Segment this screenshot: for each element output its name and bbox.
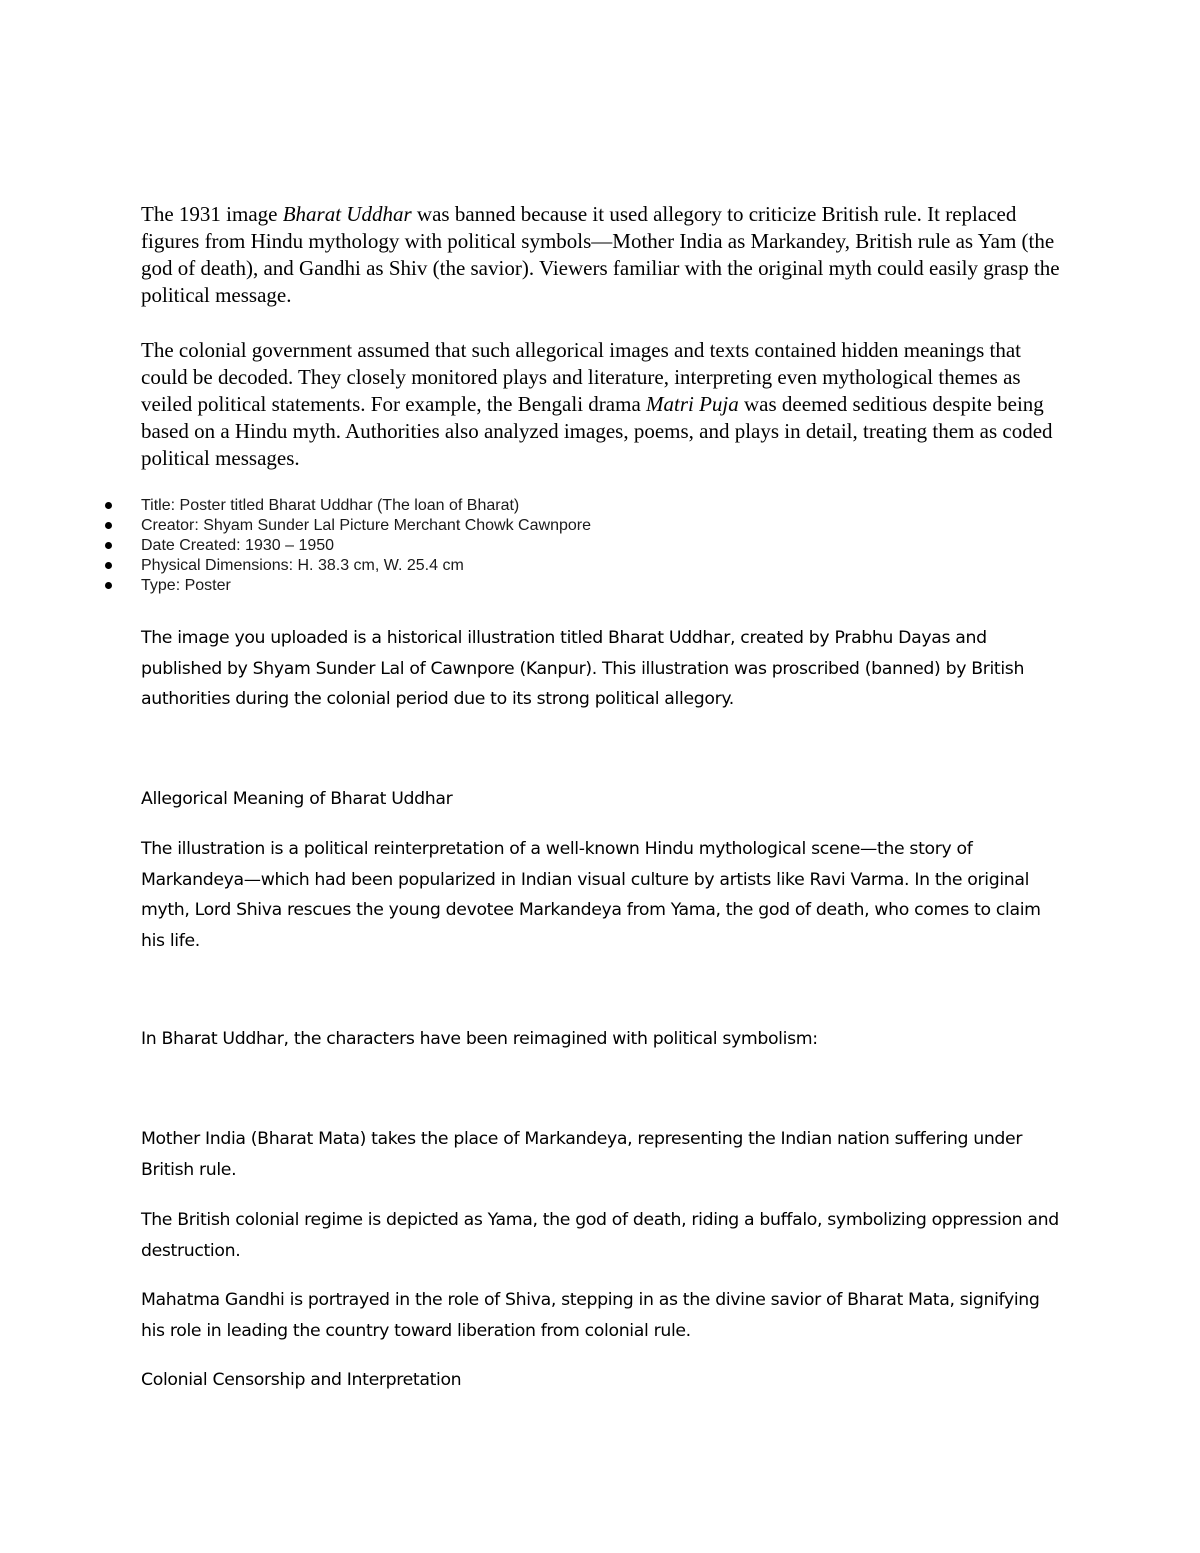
paragraph-reimagined: In Bharat Uddhar, the characters have been reimagined with political symbolism: bbox=[141, 1029, 818, 1049]
p2-text-end: was deemed seditious despite being based on a Hindu myth. Authorities also analyzed images, poems, and plays in detail, treating them as coded political messages. bbox=[141, 392, 1053, 470]
p1-italic-title: Bharat Uddhar bbox=[282, 202, 412, 226]
bullet-item-title bbox=[100, 496, 591, 516]
metadata-bullet-list bbox=[100, 496, 591, 596]
p2-text-start: The colonial government assumed that such allegorical images and texts contained hidden meanings that could be decoded. They closely monitored plays and literature, interpreting even mythological themes as veiled political statements. For example, the Bengali drama bbox=[141, 338, 1021, 416]
bullet-item-creator bbox=[100, 516, 591, 536]
heading-allegorical-meaning: Allegorical Meaning of Bharat Uddhar bbox=[141, 789, 453, 809]
p2-italic-title: Matri Puja bbox=[646, 392, 739, 416]
paragraph-mother-india: Mother India (Bharat Mata) takes the place of Markandeya, representing the Indian nation suffering under British rule. bbox=[141, 1129, 1023, 1180]
bullet-dot-icon bbox=[105, 522, 112, 529]
bullet-item-date bbox=[100, 536, 591, 556]
bullet-text: Type: Poster bbox=[141, 577, 231, 594]
paragraph-gandhi: Mahatma Gandhi is portrayed in the role of Shiva, stepping in as the divine savior of Bharat Mata, signifying his role in leading the country toward liberation from colonial rule. bbox=[141, 1290, 1040, 1341]
p1-text-end: was banned because it used allegory to criticize British rule. It replaced figures from Hindu mythology with political symbols—Mother India as Markandey, British rule as Yam (the god of death), and Gandhi as Shiv (the savior). Viewers familiar with the original myth could easily grasp the political message. bbox=[141, 202, 1060, 307]
bullet-dot-icon bbox=[105, 562, 112, 569]
paragraph-colonial-government bbox=[141, 337, 1071, 472]
paragraph-illustration: The illustration is a political reinterpretation of a well-known Hindu mythological scene—the story of Markandeya—which had been popularized in Indian visual culture by artists like Ravi Varma. In the original myth, Lord Shiva rescues the young devotee Markandeya from Yama, the god of death, who comes to claim his life. bbox=[141, 839, 1041, 951]
bullet-text: Date Created: 1930 – 1950 bbox=[141, 537, 335, 554]
p1-text-start: The 1931 image bbox=[141, 202, 283, 226]
bullet-item-type bbox=[100, 576, 591, 596]
bullet-dot-icon bbox=[105, 582, 112, 589]
paragraph-intro: The image you uploaded is a historical illustration titled Bharat Uddhar, created by Prabhu Dayas and published by Shyam Sunder Lal of Cawnpore (Kanpur). This illustration was proscribed (banned) by British authorities during the colonial period due to its strong political allegory. bbox=[141, 628, 1025, 709]
bullet-item-dimensions bbox=[100, 556, 591, 576]
bullet-dot-icon bbox=[105, 502, 112, 509]
bullet-dot-icon bbox=[105, 542, 112, 549]
bullet-text: Title: Poster titled Bharat Uddhar (The loan of Bharat) bbox=[141, 497, 520, 514]
paragraph-bharat-uddhar-ban bbox=[141, 201, 1071, 309]
bullet-text: Physical Dimensions: H. 38.3 cm, W. 25.4 cm bbox=[141, 557, 464, 574]
paragraph-british-regime: The British colonial regime is depicted as Yama, the god of death, riding a buffalo, symbolizing oppression and destruction. bbox=[141, 1210, 1059, 1261]
bullet-text: Creator: Shyam Sunder Lal Picture Merchant Chowk Cawnpore bbox=[141, 517, 591, 534]
heading-colonial-censorship: Colonial Censorship and Interpretation bbox=[141, 1370, 462, 1390]
